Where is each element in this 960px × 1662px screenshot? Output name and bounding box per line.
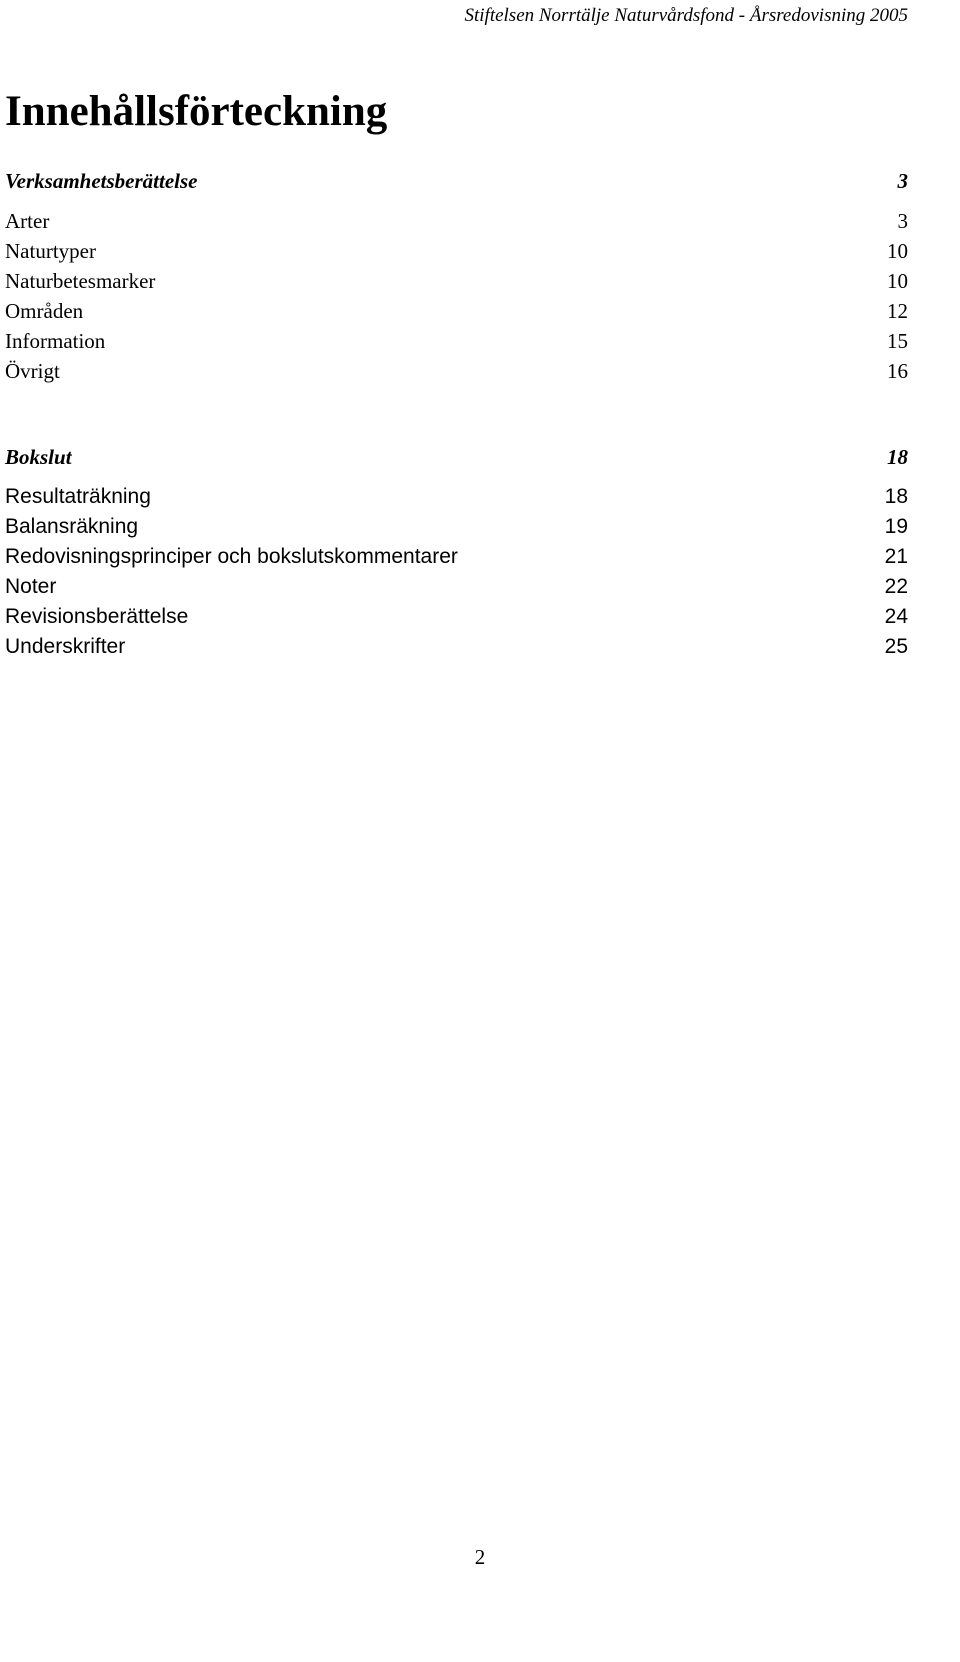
toc-entry[interactable] <box>5 542 908 572</box>
toc-entry-label: Information <box>5 329 106 353</box>
toc-entry-page: 10 <box>887 269 908 293</box>
toc-entry[interactable] <box>5 632 908 662</box>
toc-section-bokslut <box>5 442 908 662</box>
toc-entry-page: 15 <box>887 329 908 353</box>
toc-entry-label: Redovisningsprinciper och bokslutskommentarer <box>5 545 458 568</box>
toc-entry[interactable] <box>5 266 908 296</box>
toc-entry-page: 18 <box>884 485 908 508</box>
toc-entry-label: Områden <box>5 299 84 323</box>
toc-entry-label: Balansräkning <box>5 515 139 538</box>
toc-entry[interactable] <box>5 296 908 326</box>
page-number: 2 <box>474 1545 486 1569</box>
toc-heading[interactable] <box>5 442 908 472</box>
toc-entry[interactable] <box>5 512 908 542</box>
toc-section-verksamhetsberattelse <box>5 166 908 386</box>
toc-entry-page: 12 <box>887 299 908 323</box>
toc-entry-page: 25 <box>884 635 908 658</box>
toc-entry[interactable] <box>5 206 908 236</box>
toc-entry-page: 22 <box>884 575 908 598</box>
toc-entry-label: Revisionsberättelse <box>5 605 189 628</box>
toc-entry[interactable] <box>5 326 908 356</box>
toc-entry-label: Noter <box>5 575 57 598</box>
toc-heading-page: 3 <box>897 169 908 193</box>
toc-entry-page: 19 <box>884 515 908 538</box>
toc-entry-label: Övrigt <box>5 359 60 383</box>
toc-entry[interactable] <box>5 482 908 512</box>
toc-entry-label: Resultaträkning <box>5 485 151 508</box>
toc-entry-page: 10 <box>887 239 908 263</box>
toc-entry-label: Arter <box>5 209 50 233</box>
toc-entry[interactable] <box>5 602 908 632</box>
running-header: Stiftelsen Norrtälje Naturvårdsfond - Årsredovisning 2005 <box>464 5 908 26</box>
toc-entry-label: Naturbetesmarker <box>5 269 156 293</box>
toc-entry[interactable] <box>5 236 908 266</box>
toc-heading-page: 18 <box>887 445 908 469</box>
toc-entry-page: 24 <box>884 605 908 628</box>
toc-entry-page: 3 <box>897 209 908 233</box>
page-title: Innehållsförteckning <box>5 88 388 135</box>
toc-heading-label: Bokslut <box>5 445 72 469</box>
toc-entry-page: 21 <box>884 545 908 568</box>
toc-entry-label: Naturtyper <box>5 239 96 263</box>
toc-heading-label: Verksamhetsberättelse <box>5 169 198 193</box>
toc-entry[interactable] <box>5 356 908 386</box>
toc-entry[interactable] <box>5 572 908 602</box>
toc-heading[interactable] <box>5 166 908 196</box>
toc-entry-label: Underskrifter <box>5 635 126 658</box>
toc-entry-page: 16 <box>887 359 908 383</box>
